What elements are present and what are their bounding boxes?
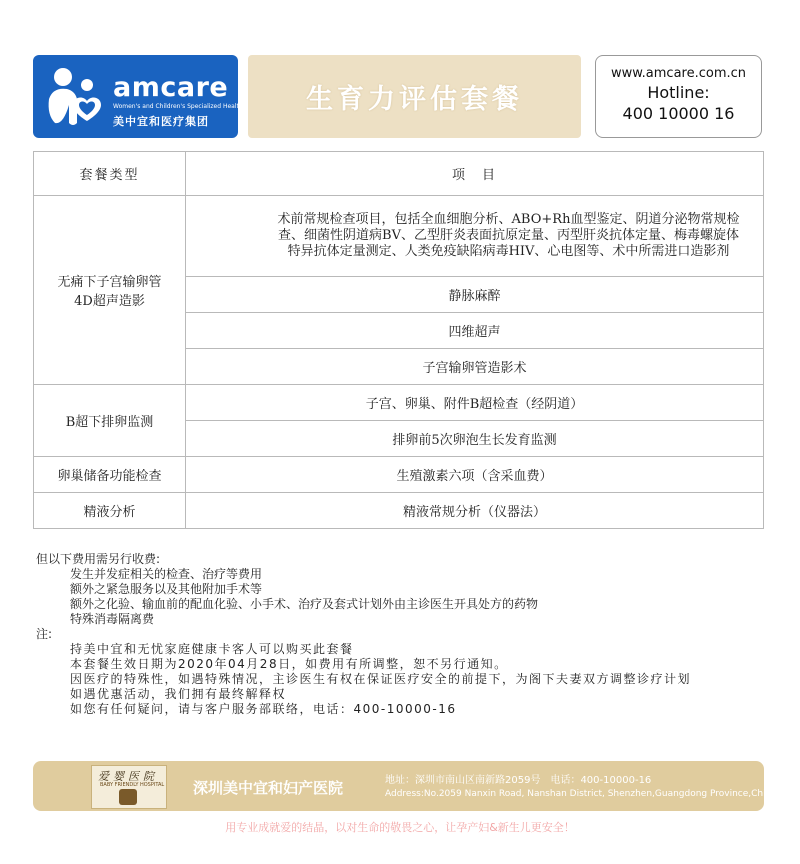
- seal-emblem-icon: [119, 789, 137, 805]
- package-type-ovarian-reserve: 卵巢储备功能检查: [34, 457, 186, 493]
- mother-child-heart-icon: [43, 65, 105, 129]
- seal-subtext: BABY FRIENDLY HOSPITAL: [100, 782, 165, 788]
- package-type-semen-analysis: 精液分析: [34, 493, 186, 529]
- item-semen-routine: 精液常规分析（仪器法）: [186, 493, 764, 529]
- logo-brand: amcare: [113, 72, 229, 103]
- hospital-name: 深圳美中宜和妇产医院: [193, 779, 344, 797]
- title-banner: [248, 55, 581, 138]
- item-hormone-panel: 生殖激素六项（含采血费）: [186, 457, 764, 493]
- baby-friendly-seal: [91, 765, 167, 809]
- page-title: 生育力评估套餐: [306, 84, 523, 115]
- note-item: 持美中宜和无忧家庭健康卡客人可以购买此套餐: [70, 642, 354, 656]
- item-4d-ultrasound: 四维超声: [186, 313, 764, 349]
- contact-box: [595, 55, 762, 138]
- hotline-label: Hotline:: [647, 83, 710, 102]
- item-iv-anesthesia: 静脉麻醉: [186, 277, 764, 313]
- address-en: Address:No.2059 Nanxin Road, Nanshan District, Shenzhen,Guangdong Province,China.: [385, 789, 780, 799]
- website-url[interactable]: www.amcare.com.cn: [610, 66, 747, 81]
- seal-text: 爱婴医院: [98, 770, 158, 783]
- extra-fee-item: 额外之紧急服务以及其他附加手术等: [70, 582, 263, 596]
- address-cn: 地址：深圳市南山区南新路2059号 电话：400-10000-16: [385, 775, 652, 786]
- package-table: [33, 151, 764, 529]
- note-item: 如您有任何疑问，请与客户服务部联络，电话：400-10000-16: [70, 702, 457, 716]
- item-bultrasound-exam: 子宫、卵巢、附件B超检查（经阴道）: [186, 385, 764, 421]
- slogan: 用专业成就爱的结晶，以对生命的敬畏之心，让孕产妇&新生儿更安全！: [225, 821, 575, 834]
- extra-fee-item: 发生并发症相关的检查、治疗等费用: [70, 567, 263, 581]
- note-item: 本套餐生效日期为2020年04月28日，如费用有所调整，恕不另行通知。: [70, 657, 508, 671]
- package-type-ovulation-monitoring: B超下排卵监测: [34, 385, 186, 457]
- header-items: 项 目: [186, 152, 764, 196]
- hotline-number: 400 10000 16: [622, 104, 735, 123]
- note-item: 因医疗的特殊性，如遇特殊情况，主诊医生有权在保证医疗安全的前提下，为阁下夫妻双方调整诊疗计划: [70, 672, 692, 686]
- package-type-hysterosalpingo: 无痛下子宫输卵管 4D超声造影: [34, 196, 186, 385]
- extra-fees-title: 但以下费用需另行收费:: [36, 552, 161, 566]
- table-row: [34, 457, 764, 493]
- note-title: 注:: [36, 627, 53, 641]
- item-follicle-monitoring: 排卵前5次卵泡生长发育监测: [186, 421, 764, 457]
- header-package-type: 套餐类型: [34, 152, 186, 196]
- notes-section: [36, 552, 766, 717]
- table-row: [34, 385, 764, 421]
- logo-cn-name: 美中宜和医疗集团: [113, 115, 209, 128]
- extra-fee-item: 特殊消毒隔离费: [70, 612, 155, 626]
- note-item: 如遇优惠活动，我们拥有最终解释权: [70, 687, 287, 701]
- table-row: [34, 196, 764, 277]
- logo-tagline: Women's and Children's Specialized Health: [113, 103, 243, 110]
- table-header-row: [34, 152, 764, 196]
- logo: [33, 55, 243, 138]
- footer-bar: [33, 761, 780, 811]
- table-row: [34, 493, 764, 529]
- item-hysterosalpingography: 子宫输卵管造影术: [186, 349, 764, 385]
- item-preop-tests: 术前常规检查项目，包括全血细胞分析、ABO+Rh血型鉴定、阴道分泌物常规检查、细菌性阴道病BV、乙型肝炎表面抗原定量、丙型肝炎抗体定量、梅毒螺旋体特异抗体定量测定、人类免疫缺陷病毒HIV、心电图等、术中所需进口造影剂: [186, 196, 764, 277]
- extra-fee-item: 额外之化验、输血前的配血化验、小手术、治疗及套式计划外由主诊医生开具处方的药物: [70, 597, 539, 611]
